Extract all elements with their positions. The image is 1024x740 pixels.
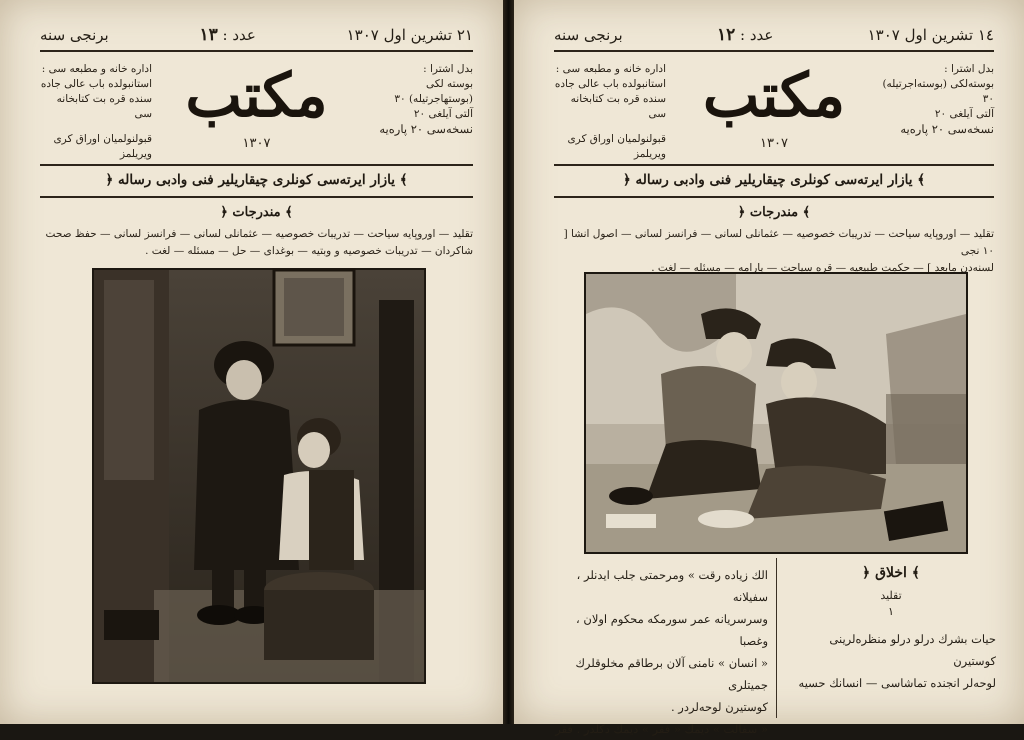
right-masthead xyxy=(554,58,994,158)
sub-line: بوسته لكی (بوستهاجرتیله) ٣٠ xyxy=(394,78,473,105)
right-issue-label: عدد : xyxy=(740,26,774,44)
right-rule-2 xyxy=(554,164,994,166)
contents-line: تقلید — اوروپایه سیاحت — تدریبات خصوصیه — عثمانلی لسانی — فرانسز لسانی — اصول انشا [ ١٠ نجی xyxy=(563,228,994,257)
sub-line: آلتی آیلغی ٢٠ xyxy=(934,108,994,120)
left-issue-price: نسخه‌سی ٢٠ پاره‌یه xyxy=(379,122,473,136)
left-office-block xyxy=(40,62,152,162)
office-line: اداره خانه و مطبعه سی : xyxy=(41,63,152,75)
left-contents-heading: ﴾ مندرجات ﴿ xyxy=(220,205,293,220)
office-line: استانبولده باب عالی جاده‌ xyxy=(554,78,666,90)
sub-line: بوسته‌لكی (بوسته‌اجرتیله) ٣٠ xyxy=(882,78,994,105)
article-line: « سفالت » دیمك « فقر » دیمك دكلدر . فقر xyxy=(555,722,768,736)
left-magazine-title: مكتب xyxy=(185,61,328,131)
left-year: ١٣٠٧ xyxy=(242,136,271,151)
left-masthead xyxy=(40,58,473,158)
article-column-left xyxy=(546,564,768,740)
right-contents xyxy=(554,226,994,277)
right-rule-3 xyxy=(554,196,994,198)
article-line: الك زیاده رقت » ومرحمتی جلب ایدنلر ، سفیلانه xyxy=(576,568,768,604)
article-line: « انسان » نامنی آلان برطاقم مخلوقلرك جمیتلری xyxy=(575,656,768,692)
article-column-right xyxy=(786,562,996,694)
sub-line: بدل اشترا : xyxy=(944,63,994,75)
office-line: ویریلمز xyxy=(633,148,666,160)
left-issue-number: ١٣ xyxy=(199,25,218,45)
right-issue-price: نسخه‌سی ٢٠ پاره‌یه xyxy=(900,122,994,136)
article-line: لوحه‌لر انجنده تماشاسی — انسانك حسیه xyxy=(798,676,996,690)
left-contents xyxy=(40,226,473,260)
sub-line: آلتی آیلغی ٢٠ xyxy=(413,108,473,120)
contents-line: تقلید — اوروپایه سیاحت — تدریبات خصوصیه — عثمانلی لسانی — فرانسز لسانی — حفظ صحت xyxy=(45,228,473,240)
right-top-rule xyxy=(554,50,994,52)
office-line: سنده قره بت كتابخانه سی xyxy=(56,93,152,120)
left-header-row xyxy=(40,22,473,48)
right-volume: برنجی سنه xyxy=(554,26,623,44)
left-subscription-block xyxy=(361,62,473,122)
article-heading: ﴾ اخلاق ﴿ xyxy=(862,565,920,581)
left-subtitle: ﴾ یازار ایرته‌سی كونلری چیقاریلیر فنی وادبی رساله ﴿ xyxy=(105,172,408,188)
article-line: وسرسریانه عمر سورمكه محكوم اولان ، وغصبا xyxy=(576,612,768,648)
right-year: ١٣٠٧ xyxy=(760,136,788,151)
left-page xyxy=(0,0,503,724)
left-rule-2 xyxy=(40,164,473,166)
left-top-rule xyxy=(40,50,473,52)
left-rule-3 xyxy=(40,196,473,198)
office-line: استانبولده باب عالی جاده‌ xyxy=(40,78,152,90)
office-line: ویریلمز xyxy=(119,148,152,160)
left-date: ٢١ تشرین اول ١٣٠٧ xyxy=(346,26,473,44)
right-subscription-block xyxy=(882,62,994,122)
right-date: ١٤ تشرین اول ١٣٠٧ xyxy=(867,26,994,44)
sub-line: بدل اشترا : xyxy=(423,63,473,75)
right-issue-number: ١٢ xyxy=(716,25,736,45)
left-volume: برنجی سنه xyxy=(40,26,109,44)
column-divider xyxy=(776,558,777,718)
right-header-row xyxy=(554,22,994,48)
office-line: سنده قره بت كتابخانه سی xyxy=(570,93,666,120)
contents-line: شاكردان — تدریبات خصوصیه و وبتیه — بوغدای — حل — مسئله — لغت . xyxy=(145,245,473,257)
article-line: كوستیرن لوحه‌لردر . xyxy=(671,700,768,714)
right-subtitle: ﴾ یازار ایرته‌سی كونلری چیقاریلیر فنی وادبی رساله ﴿ xyxy=(622,172,926,188)
article-line: حیات بشرك درلو درلو منظره‌لرینی كوستیرن xyxy=(829,632,996,668)
office-line: قبولنولمیان اوراق كری xyxy=(53,133,152,145)
article-section-number: ١ xyxy=(888,605,894,618)
office-line: قبولنولمیان اوراق كری xyxy=(567,133,666,145)
left-issue-label: عدد : xyxy=(222,26,256,44)
contents-line: لسنه‌دن مابعد ] — حكمت طبیعیه — قره سیاحت — یارامه — مسئله — لغت . xyxy=(651,262,994,274)
article-subheading: تقلید xyxy=(880,589,902,602)
right-office-block xyxy=(554,62,666,162)
left-issue xyxy=(199,25,255,45)
right-contents-heading: ﴾ مندرجات ﴿ xyxy=(737,205,811,220)
right-magazine-title: مكتب xyxy=(702,61,846,131)
book-spine xyxy=(503,0,514,724)
right-illustration-boys-smoking xyxy=(584,272,968,554)
left-illustration-children-sewing xyxy=(92,268,426,684)
right-issue xyxy=(717,25,773,45)
right-page xyxy=(514,0,1024,736)
office-line: اداره خانه و مطبعه سی : xyxy=(555,63,666,75)
